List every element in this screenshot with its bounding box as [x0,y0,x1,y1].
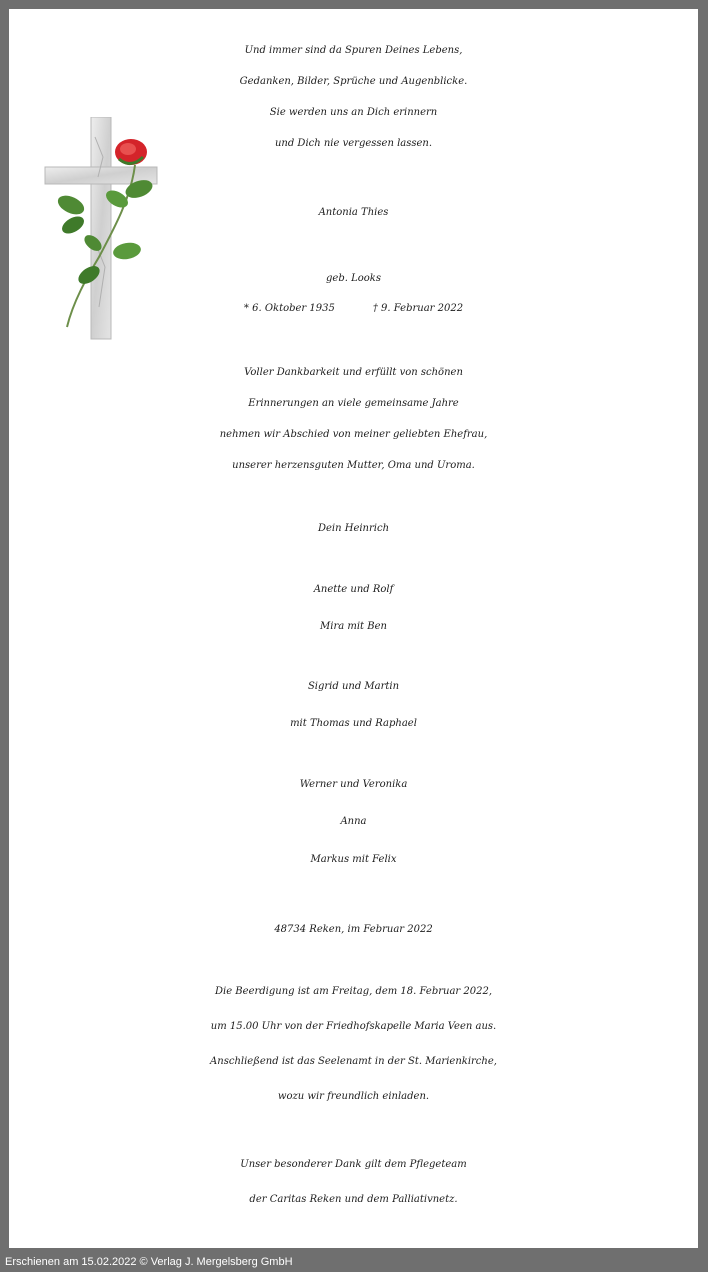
mourner-line: Anette und Rolf [313,584,394,595]
thanks-line: der Caritas Reken und dem Palliativnetz. [249,1194,458,1205]
funeral-line: wozu wir freundlich einladen. [277,1091,430,1102]
publication-footer: Erschienen am 15.02.2022 © Verlag J. Mergelsberg GmbH [5,1256,293,1268]
funeral-line: um 15.00 Uhr von der Friedhofskapelle Maria Veen aus. [210,1021,497,1032]
life-dates [9,303,698,314]
mourner-line: Sigrid und Martin [307,681,400,692]
funeral-line: Die Beerdigung ist am Freitag, dem 18. Februar 2022, [214,986,492,997]
verse-line: und Dich nie vergessen lassen. [274,138,433,149]
deceased-name: Antonia Thies [318,207,389,218]
death-date: † 9. Februar 2022 [372,303,464,314]
obituary-card [9,9,698,1248]
mourner-line: mit Thomas und Raphael [290,718,417,729]
verse-line: Sie werden uns an Dich erinnern [269,107,438,118]
message-line: nehmen wir Abschied von meiner geliebten Ehefrau, [219,429,488,440]
maiden-name: geb. Looks [326,273,381,284]
mourner-line: Anna [340,816,367,827]
mourner-line: Werner und Veronika [299,779,408,790]
message-line: Erinnerungen an viele gemeinsame Jahre [248,398,459,409]
birth-date: * 6. Oktober 1935 [243,303,335,314]
verse-line: Und immer sind da Spuren Deines Lebens, [244,45,463,56]
message-line: Voller Dankbarkeit und erfüllt von schönen [244,367,463,378]
mourner-line: Markus mit Felix [310,854,397,865]
verse-line: Gedanken, Bilder, Sprüche und Augenblicke. [239,76,468,87]
mourner-line: Dein Heinrich [317,523,390,534]
mourner-line: Mira mit Ben [320,621,387,632]
thanks-line: Unser besonderer Dank gilt dem Pflegeteam [240,1159,467,1170]
funeral-line: Anschließend ist das Seelenamt in der St. Marienkirche, [210,1056,497,1067]
message-line: unserer herzensguten Mutter, Oma und Uroma. [232,460,475,471]
place-date: 48734 Reken, im Februar 2022 [274,924,433,935]
